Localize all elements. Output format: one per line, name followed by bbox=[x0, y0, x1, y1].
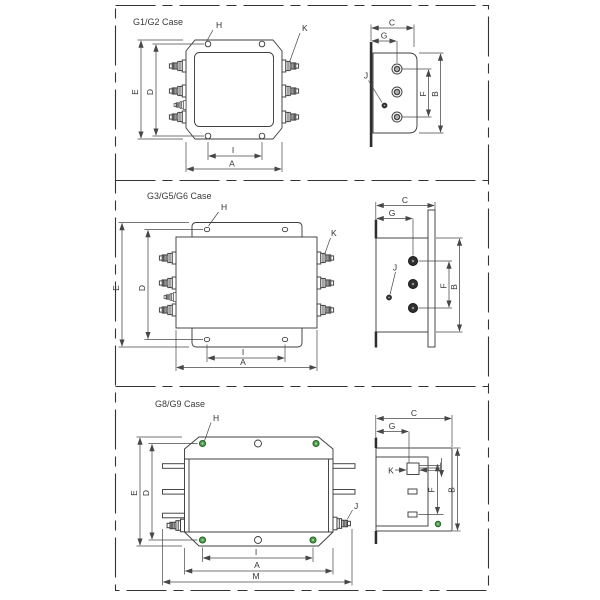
label-h: H bbox=[213, 413, 220, 423]
label-f: F bbox=[426, 487, 437, 493]
front-view bbox=[129, 413, 358, 586]
label-b: B bbox=[449, 284, 459, 290]
label-j: J bbox=[392, 262, 398, 273]
label-d: D bbox=[145, 88, 155, 96]
terminal-bolts-left bbox=[169, 60, 186, 123]
label-f: F bbox=[438, 283, 449, 289]
dimension-i bbox=[208, 142, 262, 160]
ground-terminal bbox=[382, 103, 388, 109]
side-view bbox=[364, 18, 444, 148]
callout-k bbox=[325, 228, 338, 255]
terminal-bolts-right bbox=[282, 60, 299, 123]
busbar-terminals-left bbox=[163, 464, 185, 532]
flange-hole bbox=[435, 521, 441, 527]
label-g: G bbox=[380, 30, 388, 41]
busbar-terminals-right bbox=[333, 464, 355, 530]
label-d: D bbox=[141, 489, 151, 497]
case-side-outline bbox=[376, 238, 428, 332]
case-outline bbox=[186, 40, 282, 139]
callout-h bbox=[207, 20, 222, 41]
front-view bbox=[111, 202, 337, 371]
label-k: K bbox=[302, 23, 308, 33]
label-e: E bbox=[111, 285, 121, 291]
dimension-c bbox=[371, 18, 414, 48]
label-b: B bbox=[446, 487, 457, 493]
dimension-c bbox=[376, 408, 452, 447]
label-g: G bbox=[388, 421, 396, 431]
label-g: G bbox=[388, 208, 396, 218]
label-e: E bbox=[130, 89, 140, 95]
label-k: K bbox=[331, 228, 337, 238]
terminal-bolts-right bbox=[317, 252, 334, 316]
side-view bbox=[375, 408, 461, 544]
panel-g3-g5-g6 bbox=[111, 191, 463, 371]
label-k: K bbox=[388, 465, 394, 476]
label-e: E bbox=[129, 490, 139, 496]
panel-title: G3/G5/G6 Case bbox=[147, 191, 212, 201]
flange-edge-top bbox=[375, 220, 378, 239]
case-body bbox=[176, 237, 317, 328]
case-outline bbox=[185, 437, 334, 546]
terminal-ends bbox=[392, 64, 402, 122]
flange-edge-top bbox=[375, 438, 378, 449]
label-i: I bbox=[254, 547, 258, 557]
flange-plate bbox=[376, 448, 452, 531]
label-i: I bbox=[231, 145, 235, 155]
label-a: A bbox=[240, 357, 246, 367]
callout-j bbox=[348, 501, 359, 519]
label-i: I bbox=[241, 347, 245, 357]
label-b: B bbox=[430, 91, 440, 97]
label-c: C bbox=[410, 408, 418, 418]
panel-g8-g9 bbox=[129, 399, 461, 586]
label-h: H bbox=[221, 202, 228, 212]
label-c: C bbox=[388, 17, 396, 28]
label-c: C bbox=[401, 195, 409, 205]
label-h: H bbox=[216, 20, 223, 30]
flange-edge-bottom bbox=[375, 531, 378, 544]
panel-title: G8/G9 Case bbox=[155, 399, 206, 409]
label-j: J bbox=[363, 70, 369, 81]
side-view bbox=[375, 195, 463, 348]
flange-plate bbox=[428, 210, 435, 347]
flange-edge bbox=[370, 42, 373, 147]
label-a: A bbox=[254, 560, 260, 570]
front-view bbox=[130, 20, 308, 172]
label-j: J bbox=[354, 501, 359, 511]
ground-terminal bbox=[386, 295, 392, 301]
flange-edge-bottom bbox=[375, 332, 378, 348]
label-a: A bbox=[229, 158, 235, 169]
terminal-bolts-left bbox=[159, 252, 176, 316]
label-m: M bbox=[252, 571, 260, 581]
panel-title: G1/G2 Case bbox=[133, 17, 184, 27]
label-f: F bbox=[418, 91, 428, 97]
dimension-c bbox=[376, 195, 435, 219]
label-d: D bbox=[137, 284, 147, 292]
callout-k bbox=[290, 23, 309, 62]
panel-g1-g2 bbox=[130, 17, 444, 172]
